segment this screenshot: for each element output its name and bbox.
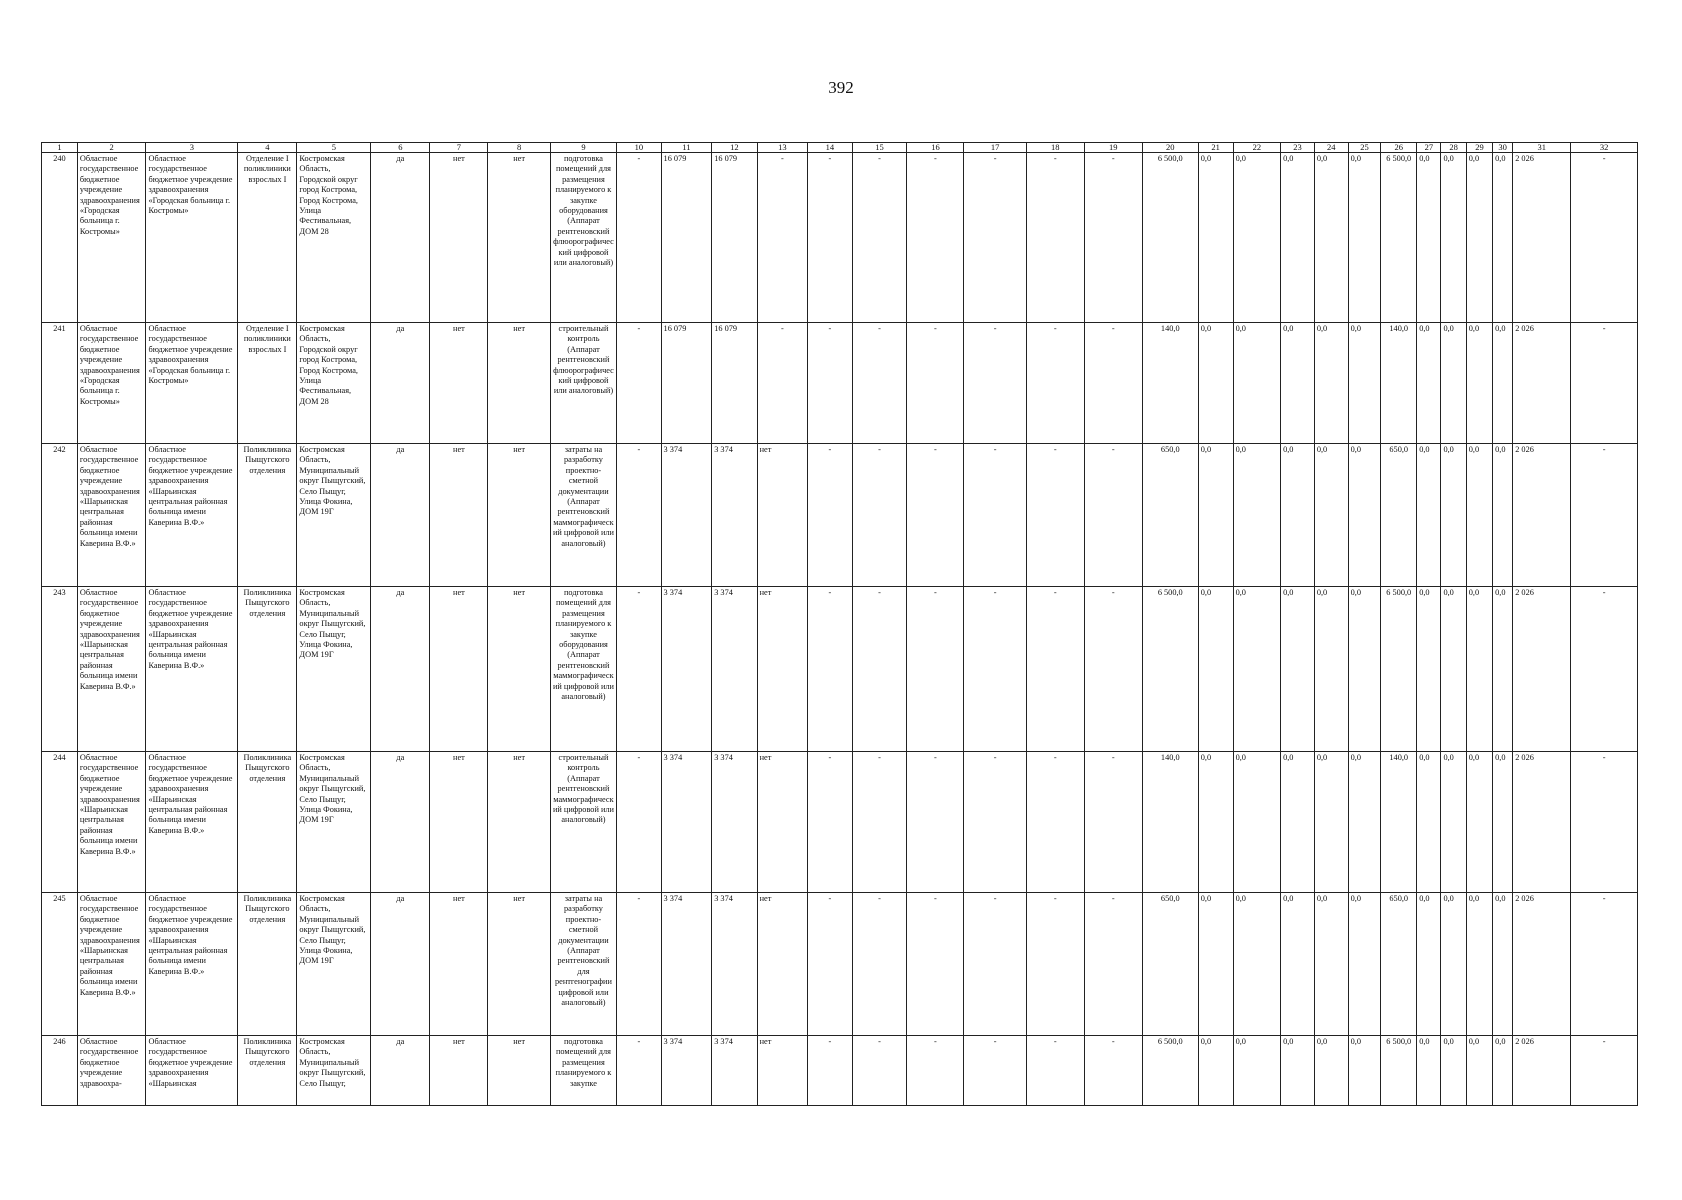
cell-c32: -	[1571, 752, 1638, 893]
cell-c28: 0,0	[1441, 1036, 1466, 1106]
cell-c26: 650,0	[1381, 444, 1417, 587]
cell-c6: да	[371, 444, 430, 587]
cell-c17: -	[964, 752, 1026, 893]
cell-c27: 0,0	[1417, 153, 1441, 323]
cell-address: Костромская Область, Муниципальный округ Пыщугский, Село Пыщуг, Улица Фокина, ДОМ 19Г	[297, 752, 371, 893]
cell-c16: -	[907, 323, 964, 444]
cell-c26: 140,0	[1381, 323, 1417, 444]
cell-c30: 0,0	[1493, 893, 1513, 1036]
column-number-row	[42, 143, 1638, 153]
row-number: 242	[42, 444, 78, 587]
cell-c29: 0,0	[1466, 752, 1492, 893]
cell-c12: 16 079	[712, 153, 757, 323]
cell-c6: да	[371, 893, 430, 1036]
cell-c18: -	[1026, 153, 1084, 323]
cell-c20: 140,0	[1142, 752, 1198, 893]
cell-c15: -	[852, 893, 907, 1036]
row-number: 245	[42, 893, 78, 1036]
cell-c23: 0,0	[1281, 153, 1315, 323]
cell-c32: -	[1571, 587, 1638, 752]
cell-c16: -	[907, 444, 964, 587]
cell-c30: 0,0	[1493, 587, 1513, 752]
col-header: 21	[1198, 143, 1233, 153]
cell-department: Отделение I поликлиники взрослых I	[238, 153, 297, 323]
cell-c18: -	[1026, 1036, 1084, 1106]
col-header: 3	[146, 143, 238, 153]
cell-work-type: подготовка помещений для размещения планируемого к закупке	[550, 1036, 617, 1106]
cell-c24: 0,0	[1314, 323, 1348, 444]
cell-address: Костромская Область, Муниципальный округ Пыщугский, Село Пыщуг, Улица Фокина, ДОМ 19Г	[297, 444, 371, 587]
cell-c7: нет	[430, 893, 488, 1036]
cell-c27: 0,0	[1417, 587, 1441, 752]
cell-c31: 2 026	[1513, 752, 1571, 893]
cell-c17: -	[964, 893, 1026, 1036]
cell-address: Костромская Область, Муниципальный округ Пыщугский, Село Пыщуг, Улица Фокина, ДОМ 19Г	[297, 893, 371, 1036]
col-header: 10	[617, 143, 661, 153]
cell-c20: 650,0	[1142, 893, 1198, 1036]
col-header: 22	[1233, 143, 1281, 153]
row-number: 243	[42, 587, 78, 752]
cell-organization: Областное государственное бюджетное учреждение здравоохранения «Городская больница г. Костромы»	[77, 153, 146, 323]
cell-c18: -	[1026, 587, 1084, 752]
cell-c21: 0,0	[1198, 153, 1233, 323]
cell-c24: 0,0	[1314, 444, 1348, 587]
cell-c19: -	[1084, 587, 1142, 752]
cell-c32: -	[1571, 893, 1638, 1036]
cell-c12: 3 374	[712, 587, 757, 752]
cell-c16: -	[907, 1036, 964, 1106]
cell-institution: Областное государственное бюджетное учреждение здравоохранения «Шарьинская	[146, 1036, 238, 1106]
cell-c14: -	[808, 587, 852, 752]
table-row	[42, 153, 1638, 323]
col-header: 13	[757, 143, 808, 153]
cell-c29: 0,0	[1466, 153, 1492, 323]
col-header: 31	[1513, 143, 1571, 153]
register-table	[41, 142, 1638, 1106]
cell-c6: да	[371, 1036, 430, 1106]
cell-c14: -	[808, 323, 852, 444]
cell-c30: 0,0	[1493, 323, 1513, 444]
cell-address: Костромская Область, Городской округ город Кострома, Город Кострома, Улица Фестивальная, ДОМ 28	[297, 153, 371, 323]
cell-c31: 2 026	[1513, 1036, 1571, 1106]
col-header: 16	[907, 143, 964, 153]
cell-c11: 3 374	[661, 1036, 712, 1106]
cell-c21: 0,0	[1198, 587, 1233, 752]
cell-c7: нет	[430, 587, 488, 752]
table-row	[42, 752, 1638, 893]
cell-c21: 0,0	[1198, 323, 1233, 444]
cell-c23: 0,0	[1281, 893, 1315, 1036]
cell-c29: 0,0	[1466, 444, 1492, 587]
cell-c31: 2 026	[1513, 893, 1571, 1036]
col-header: 9	[550, 143, 617, 153]
cell-c32: -	[1571, 323, 1638, 444]
cell-c8: нет	[488, 587, 550, 752]
cell-c12: 3 374	[712, 752, 757, 893]
cell-c14: -	[808, 752, 852, 893]
cell-c7: нет	[430, 153, 488, 323]
cell-department: Поликлиника Пыщугского отделения	[238, 444, 297, 587]
cell-c28: 0,0	[1441, 752, 1466, 893]
cell-c11: 16 079	[661, 323, 712, 444]
col-header: 6	[371, 143, 430, 153]
cell-c21: 0,0	[1198, 752, 1233, 893]
cell-institution: Областное государственное бюджетное учреждение здравоохранения «Шарьинская центральная районная больница имени Каверина В.Ф.»	[146, 444, 238, 587]
cell-work-type: строительный контроль (Аппарат рентгеновский маммографический цифровой или аналоговый)	[550, 752, 617, 893]
cell-c12: 16 079	[712, 323, 757, 444]
cell-c17: -	[964, 1036, 1026, 1106]
cell-c20: 6 500,0	[1142, 587, 1198, 752]
cell-c24: 0,0	[1314, 893, 1348, 1036]
cell-c27: 0,0	[1417, 752, 1441, 893]
cell-c32: -	[1571, 444, 1638, 587]
cell-department: Поликлиника Пыщугского отделения	[238, 587, 297, 752]
cell-institution: Областное государственное бюджетное учреждение здравоохранения «Шарьинская центральная районная больница имени Каверина В.Ф.»	[146, 587, 238, 752]
cell-c31: 2 026	[1513, 444, 1571, 587]
cell-c18: -	[1026, 893, 1084, 1036]
col-header: 12	[712, 143, 757, 153]
cell-c10: -	[617, 153, 661, 323]
page-number: 392	[828, 78, 854, 97]
cell-c30: 0,0	[1493, 444, 1513, 587]
row-number: 240	[42, 153, 78, 323]
cell-c10: -	[617, 752, 661, 893]
cell-c15: -	[852, 1036, 907, 1106]
cell-c17: -	[964, 153, 1026, 323]
cell-c28: 0,0	[1441, 587, 1466, 752]
cell-c26: 6 500,0	[1381, 1036, 1417, 1106]
cell-organization: Областное государственное бюджетное учреждение здравоохра-	[77, 1036, 146, 1106]
cell-c16: -	[907, 587, 964, 752]
cell-c31: 2 026	[1513, 587, 1571, 752]
col-header: 15	[852, 143, 907, 153]
cell-c22: 0,0	[1233, 1036, 1281, 1106]
col-header: 11	[661, 143, 712, 153]
cell-c16: -	[907, 752, 964, 893]
col-header: 19	[1084, 143, 1142, 153]
cell-c6: да	[371, 153, 430, 323]
cell-c17: -	[964, 444, 1026, 587]
cell-c31: 2 026	[1513, 153, 1571, 323]
cell-c22: 0,0	[1233, 323, 1281, 444]
cell-c31: 2 026	[1513, 323, 1571, 444]
cell-c20: 6 500,0	[1142, 153, 1198, 323]
cell-c10: -	[617, 323, 661, 444]
cell-c25: 0,0	[1348, 444, 1381, 587]
col-header: 30	[1493, 143, 1513, 153]
cell-c6: да	[371, 587, 430, 752]
cell-c29: 0,0	[1466, 323, 1492, 444]
cell-c18: -	[1026, 323, 1084, 444]
cell-c10: -	[617, 893, 661, 1036]
cell-c19: -	[1084, 893, 1142, 1036]
cell-c19: -	[1084, 1036, 1142, 1106]
col-header: 28	[1441, 143, 1466, 153]
col-header: 17	[964, 143, 1026, 153]
cell-c18: -	[1026, 444, 1084, 587]
cell-c30: 0,0	[1493, 153, 1513, 323]
cell-c21: 0,0	[1198, 893, 1233, 1036]
cell-organization: Областное государственное бюджетное учреждение здравоохранения «Шарьинская центральная районная больница имени Каверина В.Ф.»	[77, 587, 146, 752]
cell-c27: 0,0	[1417, 893, 1441, 1036]
col-header: 27	[1417, 143, 1441, 153]
table-row	[42, 587, 1638, 752]
cell-c14: -	[808, 1036, 852, 1106]
cell-c25: 0,0	[1348, 752, 1381, 893]
cell-c27: 0,0	[1417, 444, 1441, 587]
cell-c20: 140,0	[1142, 323, 1198, 444]
cell-c15: -	[852, 323, 907, 444]
table-row	[42, 323, 1638, 444]
row-number: 241	[42, 323, 78, 444]
cell-c13: -	[757, 153, 808, 323]
cell-c25: 0,0	[1348, 1036, 1381, 1106]
cell-c22: 0,0	[1233, 444, 1281, 587]
cell-department: Отделение I поликлиники взрослых I	[238, 323, 297, 444]
cell-c19: -	[1084, 444, 1142, 587]
cell-c26: 140,0	[1381, 752, 1417, 893]
cell-c29: 0,0	[1466, 587, 1492, 752]
cell-c16: -	[907, 153, 964, 323]
cell-c12: 3 374	[712, 893, 757, 1036]
cell-c28: 0,0	[1441, 444, 1466, 587]
col-header: 7	[430, 143, 488, 153]
cell-c17: -	[964, 323, 1026, 444]
cell-organization: Областное государственное бюджетное учреждение здравоохранения «Шарьинская центральная районная больница имени Каверина В.Ф.»	[77, 752, 146, 893]
cell-institution: Областное государственное бюджетное учреждение здравоохранения «Городская больница г. Костромы»	[146, 153, 238, 323]
cell-c8: нет	[488, 893, 550, 1036]
col-header: 32	[1571, 143, 1638, 153]
cell-c13: нет	[757, 587, 808, 752]
cell-c14: -	[808, 444, 852, 587]
cell-c17: -	[964, 587, 1026, 752]
cell-c21: 0,0	[1198, 1036, 1233, 1106]
col-header: 20	[1142, 143, 1198, 153]
cell-c16: -	[907, 893, 964, 1036]
table-row	[42, 1036, 1638, 1106]
cell-c24: 0,0	[1314, 752, 1348, 893]
col-header: 4	[238, 143, 297, 153]
cell-c26: 6 500,0	[1381, 587, 1417, 752]
cell-c26: 6 500,0	[1381, 153, 1417, 323]
row-number: 244	[42, 752, 78, 893]
cell-c19: -	[1084, 323, 1142, 444]
col-header: 25	[1348, 143, 1381, 153]
cell-c8: нет	[488, 1036, 550, 1106]
row-number: 246	[42, 1036, 78, 1106]
col-header: 1	[42, 143, 78, 153]
cell-c11: 16 079	[661, 153, 712, 323]
cell-c22: 0,0	[1233, 893, 1281, 1036]
cell-work-type: подготовка помещений для размещения планируемого к закупке оборудования (Аппарат рентгеновский маммографический цифровой или аналоговый)	[550, 587, 617, 752]
cell-c26: 650,0	[1381, 893, 1417, 1036]
cell-institution: Областное государственное бюджетное учреждение здравоохранения «Шарьинская центральная районная больница имени Каверина В.Ф.»	[146, 893, 238, 1036]
cell-c8: нет	[488, 752, 550, 893]
cell-c24: 0,0	[1314, 587, 1348, 752]
cell-c13: нет	[757, 444, 808, 587]
cell-c28: 0,0	[1441, 323, 1466, 444]
cell-c25: 0,0	[1348, 587, 1381, 752]
cell-c24: 0,0	[1314, 1036, 1348, 1106]
cell-c11: 3 374	[661, 893, 712, 1036]
cell-c8: нет	[488, 444, 550, 587]
cell-organization: Областное государственное бюджетное учреждение здравоохранения «Городская больница г. Костромы»	[77, 323, 146, 444]
cell-c22: 0,0	[1233, 752, 1281, 893]
cell-c23: 0,0	[1281, 587, 1315, 752]
cell-organization: Областное государственное бюджетное учреждение здравоохранения «Шарьинская центральная районная больница имени Каверина В.Ф.»	[77, 893, 146, 1036]
cell-c29: 0,0	[1466, 893, 1492, 1036]
cell-c10: -	[617, 444, 661, 587]
cell-c13: -	[757, 323, 808, 444]
cell-c25: 0,0	[1348, 153, 1381, 323]
cell-c15: -	[852, 444, 907, 587]
cell-work-type: затраты на разработку проектно-сметной документации (Аппарат рентгеновский маммографический цифровой или аналоговый)	[550, 444, 617, 587]
cell-c13: нет	[757, 752, 808, 893]
cell-c20: 650,0	[1142, 444, 1198, 587]
register-sheet	[41, 142, 1638, 1106]
cell-institution: Областное государственное бюджетное учреждение здравоохранения «Шарьинская центральная районная больница имени Каверина В.Ф.»	[146, 752, 238, 893]
cell-c27: 0,0	[1417, 1036, 1441, 1106]
col-header: 26	[1381, 143, 1417, 153]
cell-c7: нет	[430, 1036, 488, 1106]
cell-c7: нет	[430, 752, 488, 893]
cell-c6: да	[371, 323, 430, 444]
cell-c23: 0,0	[1281, 1036, 1315, 1106]
cell-c14: -	[808, 893, 852, 1036]
cell-c22: 0,0	[1233, 587, 1281, 752]
cell-c12: 3 374	[712, 444, 757, 587]
col-header: 5	[297, 143, 371, 153]
cell-c20: 6 500,0	[1142, 1036, 1198, 1106]
cell-c18: -	[1026, 752, 1084, 893]
cell-c29: 0,0	[1466, 1036, 1492, 1106]
cell-address: Костромская Область, Муниципальный округ Пыщугский, Село Пыщуг,	[297, 1036, 371, 1106]
col-header: 24	[1314, 143, 1348, 153]
cell-c6: да	[371, 752, 430, 893]
cell-c30: 0,0	[1493, 752, 1513, 893]
cell-c15: -	[852, 153, 907, 323]
cell-c32: -	[1571, 153, 1638, 323]
col-header: 14	[808, 143, 852, 153]
table-row	[42, 444, 1638, 587]
col-header: 23	[1281, 143, 1315, 153]
col-header: 2	[77, 143, 146, 153]
cell-organization: Областное государственное бюджетное учреждение здравоохранения «Шарьинская центральная районная больница имени Каверина В.Ф.»	[77, 444, 146, 587]
cell-c11: 3 374	[661, 752, 712, 893]
cell-c8: нет	[488, 323, 550, 444]
cell-c23: 0,0	[1281, 752, 1315, 893]
cell-c24: 0,0	[1314, 153, 1348, 323]
cell-c15: -	[852, 587, 907, 752]
col-header: 29	[1466, 143, 1492, 153]
cell-institution: Областное государственное бюджетное учреждение здравоохранения «Городская больница г. Костромы»	[146, 323, 238, 444]
col-header: 8	[488, 143, 550, 153]
cell-c10: -	[617, 1036, 661, 1106]
cell-address: Костромская Область, Муниципальный округ Пыщугский, Село Пыщуг, Улица Фокина, ДОМ 19Г	[297, 587, 371, 752]
cell-c28: 0,0	[1441, 893, 1466, 1036]
cell-c25: 0,0	[1348, 323, 1381, 444]
cell-c23: 0,0	[1281, 323, 1315, 444]
cell-c13: нет	[757, 893, 808, 1036]
cell-c12: 3 374	[712, 1036, 757, 1106]
cell-c14: -	[808, 153, 852, 323]
cell-c21: 0,0	[1198, 444, 1233, 587]
cell-c11: 3 374	[661, 587, 712, 752]
cell-c27: 0,0	[1417, 323, 1441, 444]
cell-department: Поликлиника Пыщугского отделения	[238, 1036, 297, 1106]
cell-work-type: строительный контроль (Аппарат рентгеновский флюорографический цифровой или аналоговый)	[550, 323, 617, 444]
cell-c23: 0,0	[1281, 444, 1315, 587]
cell-c8: нет	[488, 153, 550, 323]
cell-c30: 0,0	[1493, 1036, 1513, 1106]
cell-c25: 0,0	[1348, 893, 1381, 1036]
cell-c19: -	[1084, 153, 1142, 323]
cell-c32: -	[1571, 1036, 1638, 1106]
cell-c11: 3 374	[661, 444, 712, 587]
cell-address: Костромская Область, Городской округ город Кострома, Город Кострома, Улица Фестивальная, ДОМ 28	[297, 323, 371, 444]
cell-department: Поликлиника Пыщугского отделения	[238, 893, 297, 1036]
col-header: 18	[1026, 143, 1084, 153]
cell-c22: 0,0	[1233, 153, 1281, 323]
cell-c13: нет	[757, 1036, 808, 1106]
cell-work-type: подготовка помещений для размещения планируемого к закупке оборудования (Аппарат рентгеновский флюорографический цифровой или аналоговый)	[550, 153, 617, 323]
cell-c7: нет	[430, 444, 488, 587]
cell-c15: -	[852, 752, 907, 893]
cell-c10: -	[617, 587, 661, 752]
cell-c19: -	[1084, 752, 1142, 893]
cell-c28: 0,0	[1441, 153, 1466, 323]
table-row	[42, 893, 1638, 1036]
cell-department: Поликлиника Пыщугского отделения	[238, 752, 297, 893]
cell-work-type: затраты на разработку проектно-сметной документации (Аппарат рентгеновский для рентгенографии цифровой или аналоговый)	[550, 893, 617, 1036]
cell-c7: нет	[430, 323, 488, 444]
